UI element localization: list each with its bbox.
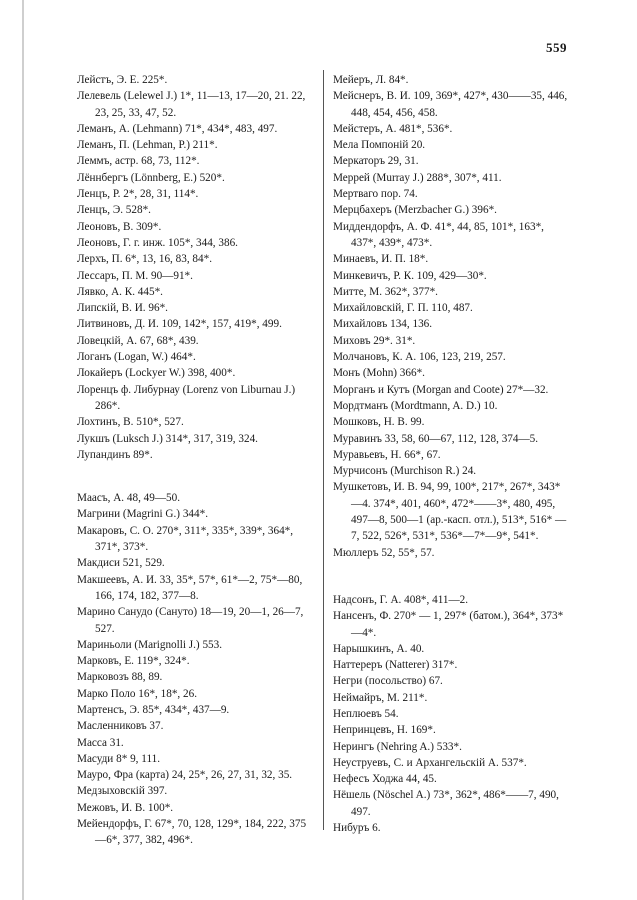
index-entry: Нибуръ 6. [333,822,381,835]
index-entry: Межовъ, И. В. 100*. [77,801,174,814]
index-entry: Магрини (Magrini G.) 344*. [77,508,208,521]
index-entry: Локайеръ (Lockyer W.) 398, 400*. [77,367,236,380]
index-entry: Мушкетовъ, И. В. 94, 99, 100*, 217*, 267*, 343*—4. 374*, 401, 460*, 472*——3*, 480, 495, 497—8, 500—1 (ар.-касп. отл.), 513*, 516* — 7, 522, 526*, 531*, 536*—7*—9*, 541*. [333,481,567,543]
index-entry: Мауро, Фра (карта) 24, 25*, 26, 27, 31, 32, 35. [77,769,293,782]
index-entry: Мейендорфъ, Г. 67*, 70, 128, 129*, 184, 222, 375—6*, 377, 382, 496*. [77,818,307,847]
index-entry: Лоренцъ ф. Либурнау (Lorenz von Liburnau J.) 286*. [77,383,296,412]
entry-block-m [77,490,312,849]
entry-block-m-cont [333,72,571,561]
index-entry: Мертваго пор. 74. [333,188,418,201]
index-entry: Леммъ, астр. 68, 73, 112*. [77,155,200,168]
index-entry: Лукшъ (Luksch J.) 314*, 317, 319, 324. [77,432,258,445]
index-entry: Миддендорфъ, А. Ф. 41*, 44, 85, 101*, 163*, 437*, 439*, 473*. [333,220,544,249]
index-entry: Лерхъ, П. 6*, 13, 16, 83, 84*. [77,253,212,266]
index-entry: Мурчисонъ (Murchison R.) 24. [333,465,477,478]
index-entry: Нарышкинъ, А. 40. [333,642,425,655]
index-column-left [77,72,312,849]
index-entry: Масса 31. [77,736,124,749]
index-entry: Марковозъ 88, 89. [77,671,163,684]
letter-gap [77,463,312,490]
index-column-right [333,72,571,836]
index-entry: Мейснеръ, В. И. 109, 369*, 427*, 430——35, 446, 448, 454, 456, 458. [333,90,568,119]
index-entry: Мошковъ, Н. В. 99. [333,416,425,429]
index-entry: Михайловскій, Г. П. 110, 487. [333,302,473,315]
index-entry: Леманъ, А. (Lehmann) 71*, 434*, 483, 497. [77,122,278,135]
index-entry: Леманъ, П. (Lehman, P.) 211*. [77,139,218,152]
index-entry: Молчановъ, К. А. 106, 123, 219, 257. [333,351,506,364]
index-entry: Михайловъ 134, 136. [333,318,433,331]
index-entry: Марко Поло 16*, 18*, 26. [77,687,197,700]
index-entry: Морганъ и Кутъ (Morgan and Coote) 27*—32. [333,383,549,396]
index-entry: Муравинъ 33, 58, 60—67, 112, 128, 374—5. [333,432,539,445]
column-divider [323,70,324,830]
index-entry: Мюллеръ 52, 55*, 57. [333,546,435,559]
index-entry: Мела Помпоній 20. [333,139,426,152]
index-entry: Муравьевъ, Н. 66*, 67. [333,448,441,461]
index-entry: Ловецкій, А. 67, 68*, 439. [77,334,199,347]
index-entry: Лелевель (Lelewel J.) 1*, 11—13, 17—20, 21. 22, 23, 25, 33, 47, 52. [77,90,306,119]
index-entry: Масленниковъ 37. [77,720,164,733]
index-entry: Нёшель (Nöschel A.) 73*, 362*, 486*——7, 490, 497. [333,789,559,818]
index-entry: Лупандинъ 89*. [77,448,153,461]
index-entry: Мейстеръ, А. 481*, 536*. [333,122,453,135]
index-entry: Неплюевъ 54. [333,707,399,720]
index-entry: Медзыховскій 397. [77,785,168,798]
index-entry: Литвиновъ, Д. И. 109, 142*, 157, 419*, 499. [77,318,282,331]
index-entry: Нефесъ Ходжа 44, 45. [333,773,437,786]
page-number: 559 [546,40,567,55]
index-entry: Миховъ 29*. 31*. [333,334,416,347]
index-entry: Лессаръ, П. М. 90—91*. [77,269,193,282]
index-entry: Минкевичъ, Р. К. 109, 429—30*. [333,269,487,282]
index-entry: Макшеевъ, А. И. 33, 35*, 57*, 61*—2, 75*—80, 166, 174, 182, 377—8. [77,573,303,602]
index-entry: Минаевъ, И. П. 18*. [333,253,429,266]
index-entry: Леоновъ, В. 309*. [77,220,162,233]
index-entry: Масуди 8* 9, 111. [77,752,161,765]
index-entry: Лохтинъ, В. 510*, 527. [77,416,184,429]
index-entry: Ленцъ, Э. 528*. [77,204,151,217]
index-entry: Лейстъ, Э. Е. 225*. [77,74,168,86]
scan-edge-line [22,0,24,900]
index-entry: Марино Санудо (Сануто) 18—19, 20—1, 26—7, 527. [77,606,304,635]
entry-block-n [333,592,571,836]
index-entry: Негри (посольство) 67. [333,675,443,688]
index-entry: Мариньоли (Marignolli J.) 553. [77,638,223,651]
letter-gap [333,561,571,592]
index-entry: Лявко, А. К. 445*. [77,285,163,298]
index-entry: Непринцевъ, Н. 169*. [333,724,436,737]
index-entry: Монъ (Mohn) 366*. [333,367,425,380]
index-entry: Неуструевъ, С. и Архангельскій А. 537*. [333,756,527,769]
index-entry: Логанъ (Logan, W.) 464*. [77,351,196,364]
index-entry: Нерингъ (Nehring A.) 533*. [333,740,462,753]
index-entry: Надсонъ, Г. А. 408*, 411—2. [333,593,469,606]
index-entry: Меркаторъ 29, 31. [333,155,419,168]
index-entry: Макдиси 521, 529. [77,557,165,570]
index-entry: Мейеръ, Л. 84*. [333,74,409,86]
index-entry: Лённбергъ (Lönnberg, E.) 520*. [77,171,225,184]
index-entry: Неймайръ, М. 211*. [333,691,428,704]
index-entry: Митте, М. 362*, 377*. [333,285,438,298]
index-entry: Марковъ, Е. 119*, 324*. [77,655,190,668]
index-entry: Наттереръ (Natterer) 317*. [333,659,458,672]
index-entry: Меррей (Murray J.) 288*, 307*, 411. [333,171,502,184]
index-entry: Мартенсъ, Э. 85*, 434*, 437—9. [77,703,230,716]
index-entry: Липскій, В. И. 96*. [77,302,168,315]
index-entry: Макаровъ, С. О. 270*, 311*, 335*, 339*, 364*, 371*, 373*. [77,524,294,554]
index-entry: Мерцбахеръ (Merzbacher G.) 396*. [333,204,497,217]
index-entry: Нансенъ, Ф. 270* — 1, 297* (батом.), 364*, 373*—4*. [333,610,564,639]
index-entry: Ленцъ, Р. 2*, 28, 31, 114*. [77,188,199,201]
entry-block-l [77,72,312,463]
index-entry: Маасъ, А. 48, 49—50. [77,492,181,505]
index-entry: Леоновъ, Г. г. инж. 105*, 344, 386. [77,236,238,249]
index-entry: Мордтманъ (Mordtmann, A. D.) 10. [333,399,498,412]
